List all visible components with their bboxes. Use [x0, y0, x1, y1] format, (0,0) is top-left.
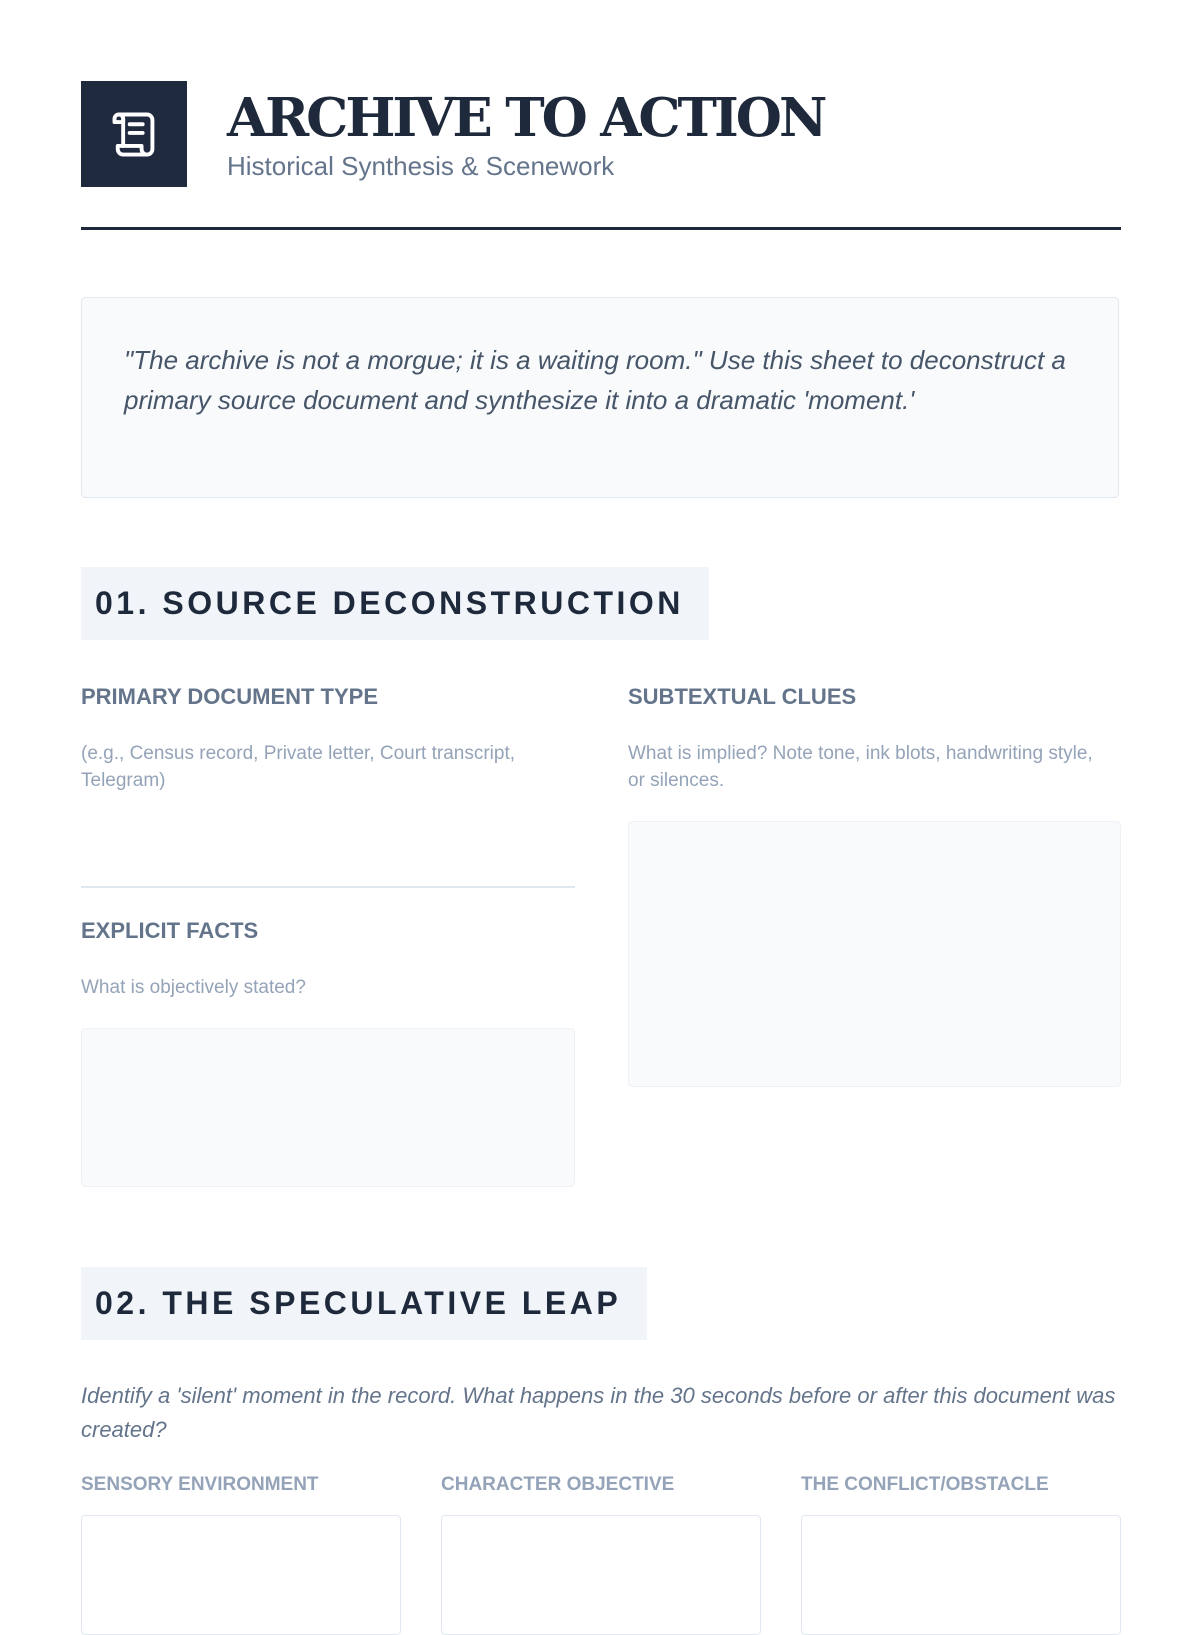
subtextual-clues-label: SUBTEXTUAL CLUES — [628, 684, 857, 709]
character-objective-answer-box[interactable] — [441, 1515, 761, 1635]
speculative-leap-instructions: Identify a 'silent' moment in the record. What happens in the 30 seconds before or after this document was created? — [81, 1383, 1116, 1442]
document-type-answer-line[interactable] — [81, 886, 575, 888]
section-heading-speculative-leap — [81, 1267, 647, 1340]
document-type-label: PRIMARY DOCUMENT TYPE — [81, 684, 379, 709]
conflict-obstacle-label: THE CONFLICT/OBSTACLE — [801, 1474, 1049, 1495]
logo-badge — [81, 81, 187, 187]
scroll-icon — [108, 108, 160, 160]
explicit-facts-label: EXPLICIT FACTS — [81, 918, 259, 943]
sensory-environment-answer-box[interactable] — [81, 1515, 401, 1635]
document-type-hint: (e.g., Census record, Private letter, Court transcript, Telegram) — [81, 743, 516, 791]
section-heading-source-deconstruction — [81, 567, 709, 640]
page-subtitle: Historical Synthesis & Scenework — [227, 151, 615, 181]
intro-quote-box — [81, 297, 1119, 498]
subtextual-clues-answer-box[interactable] — [628, 821, 1121, 1087]
worksheet-header — [81, 81, 1121, 231]
page-title: ARCHIVE TO ACTION — [227, 87, 825, 149]
explicit-facts-hint: What is objectively stated? — [81, 977, 306, 998]
subtextual-clues-hint: What is implied? Note tone, ink blots, handwriting style, or silences. — [628, 743, 1093, 791]
section-heading-text: 01. SOURCE DECONSTRUCTION — [95, 585, 684, 621]
sensory-environment-label: SENSORY ENVIRONMENT — [81, 1474, 319, 1495]
intro-quote: "The archive is not a morgue; it is a waiting room." Use this sheet to deconstruct a primary source document and synthesize it into a dramatic 'moment.' — [124, 345, 1066, 415]
header-divider — [81, 227, 1121, 230]
explicit-facts-answer-box[interactable] — [81, 1028, 575, 1187]
character-objective-label: CHARACTER OBJECTIVE — [441, 1474, 675, 1495]
conflict-obstacle-answer-box[interactable] — [801, 1515, 1121, 1635]
section-heading-text: 02. THE SPECULATIVE LEAP — [95, 1285, 622, 1321]
